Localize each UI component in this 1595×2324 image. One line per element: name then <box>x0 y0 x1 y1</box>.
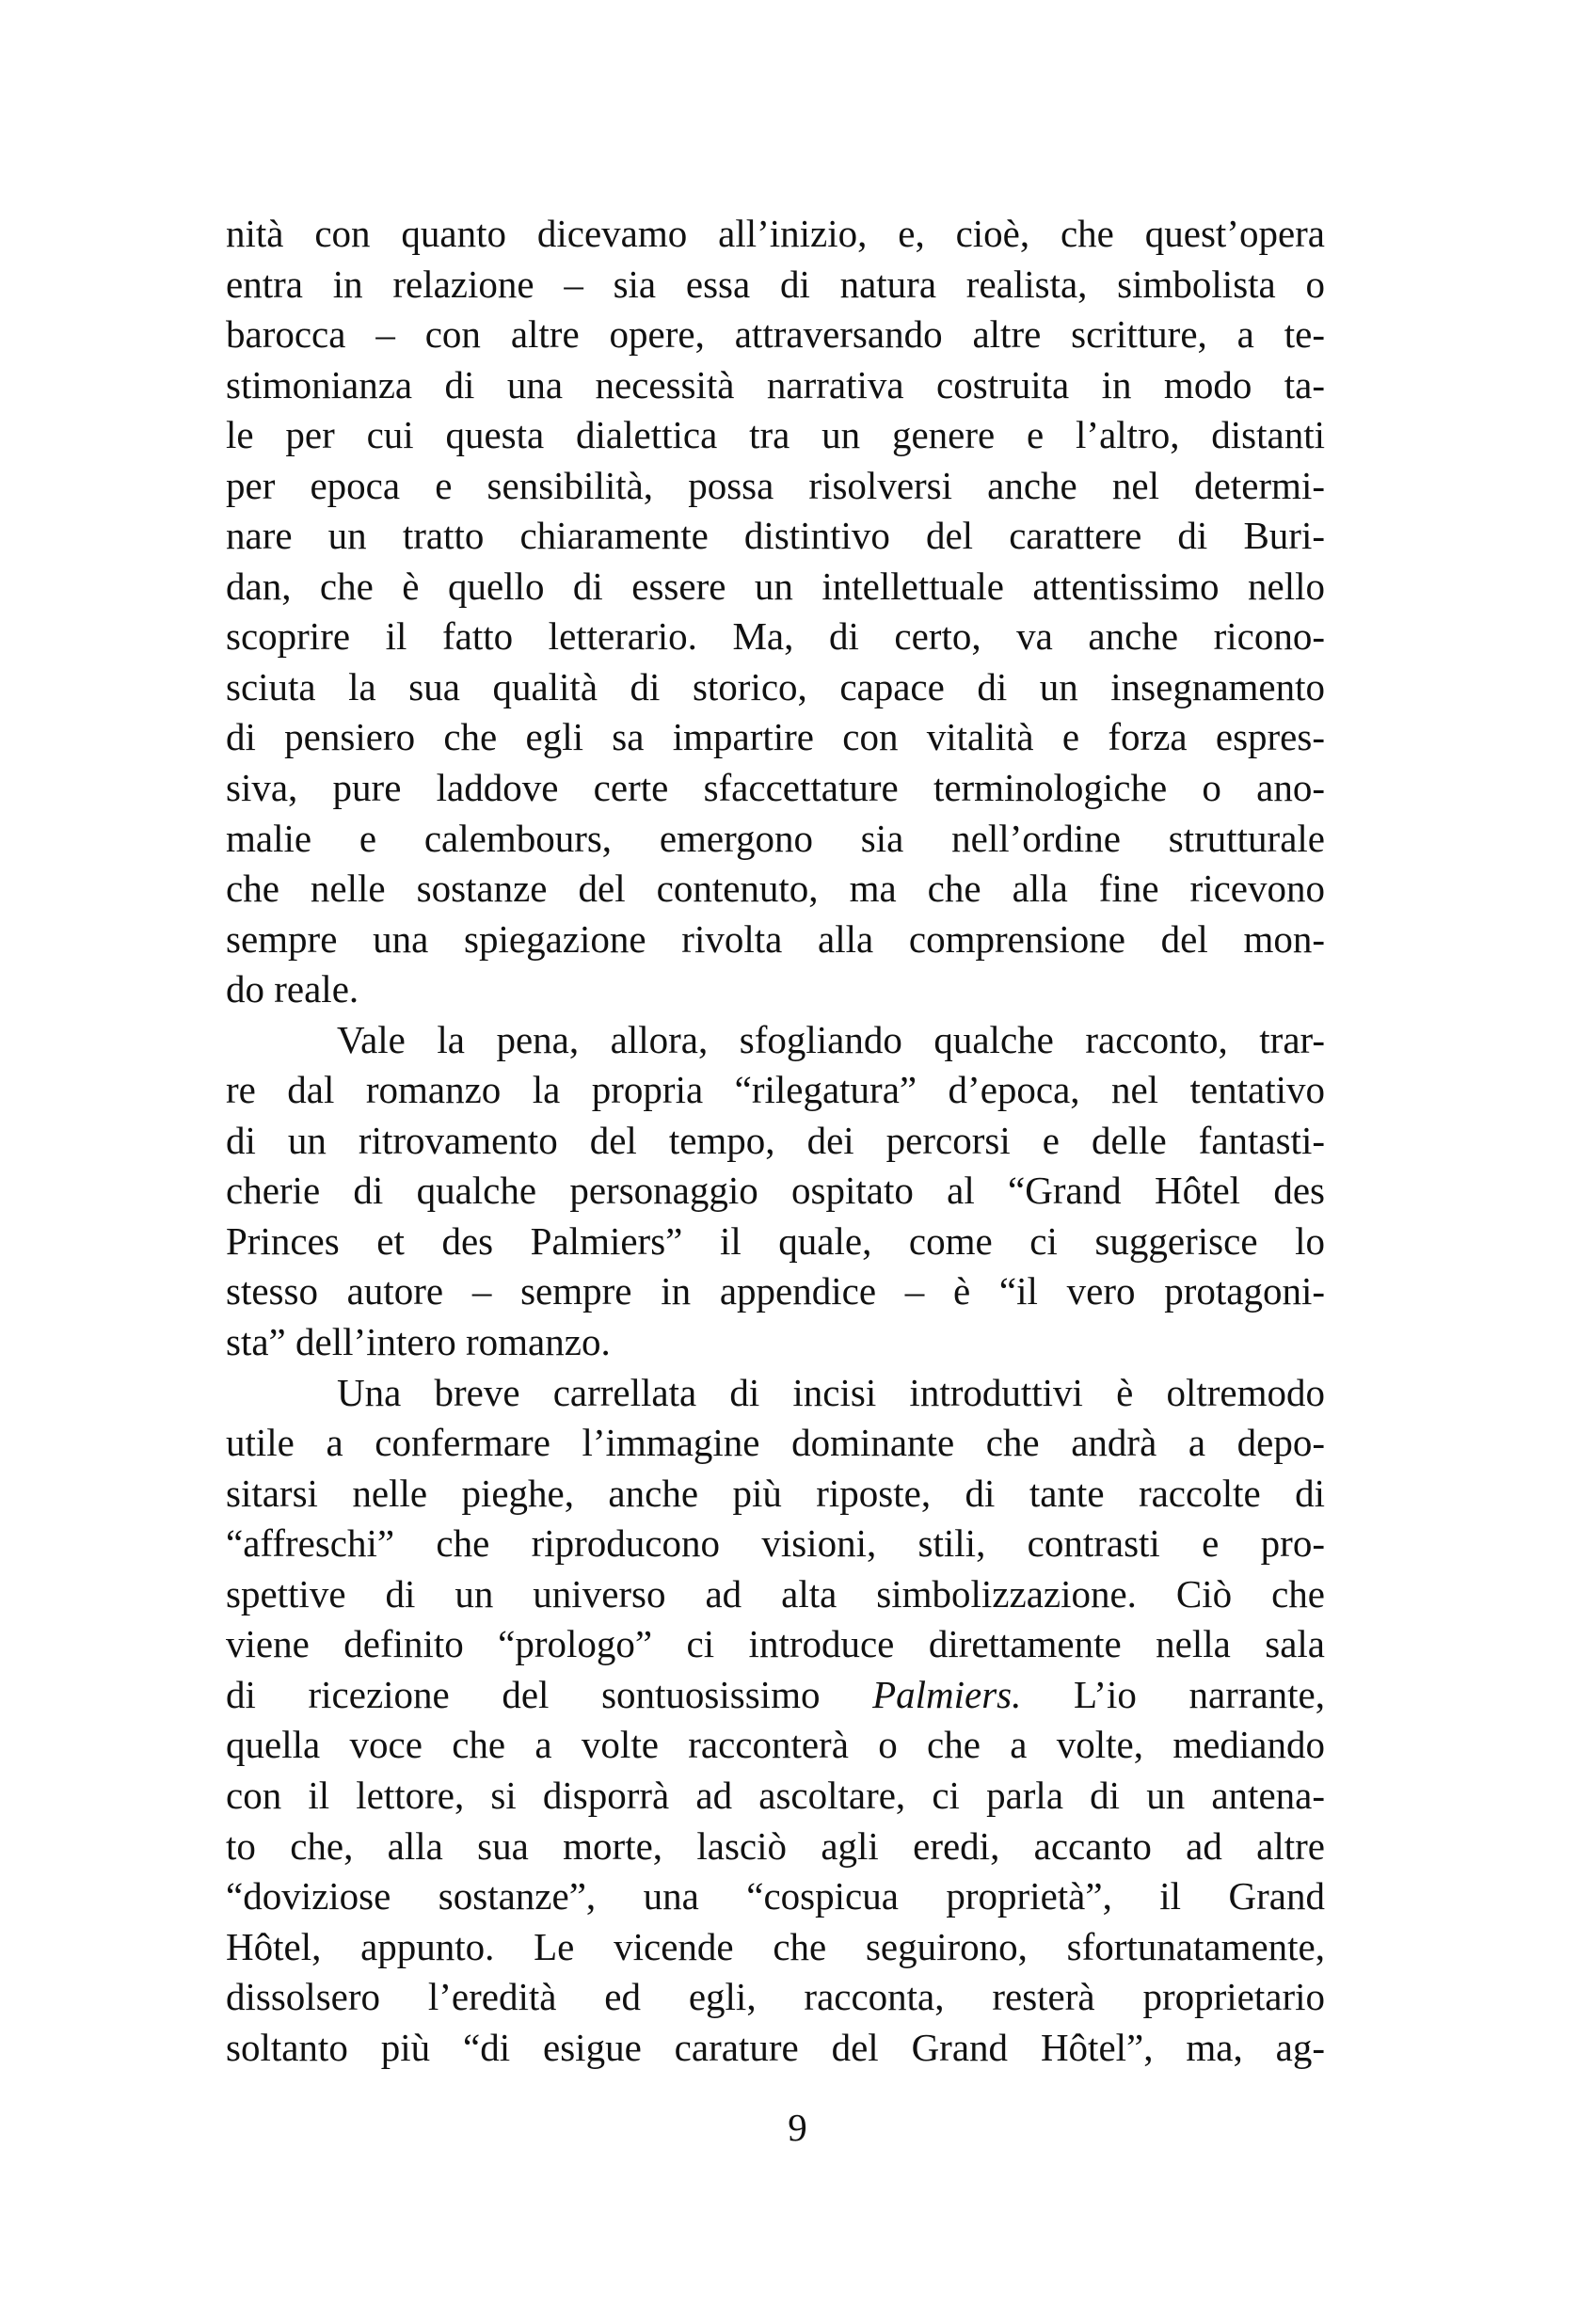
text-segment: “doviziose sostanze”, una “cospicua proprietà”, il Grand <box>226 1874 1325 1918</box>
text-line <box>226 1771 1325 1822</box>
text-line <box>226 864 1325 915</box>
text-line <box>226 461 1325 512</box>
text-line <box>226 562 1325 613</box>
text-line <box>226 1015 1325 1066</box>
text-line <box>226 1972 1325 2023</box>
text-segment: le per cui questa dialettica tra un genere e l’altro, distanti <box>226 413 1325 457</box>
text-segment: scoprire il fatto letterario. Ma, di certo, va anche ricono- <box>226 614 1325 659</box>
text-segment: spettive di un universo ad alta simbolizzazione. Ciò che <box>226 1571 1325 1616</box>
text-segment: L’io narrante, <box>1021 1672 1326 1716</box>
text-line <box>226 2023 1325 2074</box>
text-segment: do reale. <box>226 967 359 1011</box>
text-line <box>226 511 1325 562</box>
text-segment: sempre una spiegazione rivolta alla comprensione del mon- <box>226 916 1325 961</box>
text-line <box>226 1871 1325 1922</box>
text-line <box>226 1317 1325 1368</box>
text-segment: Vale la pena, allora, sfogliando qualche racconto, trar- <box>337 1017 1325 1061</box>
text-line <box>226 260 1325 310</box>
text-segment: dissolsero l’eredità ed egli, racconta, resterà proprietario <box>226 1975 1325 2019</box>
text-segment: sta” dell’intero romanzo. <box>226 1320 611 1364</box>
text-line <box>226 763 1325 814</box>
text-line <box>226 310 1325 360</box>
text-segment: quella voce che a volte racconterà o che a volte, mediando <box>226 1723 1325 1767</box>
text-line <box>226 1619 1325 1670</box>
text-line <box>226 1217 1325 1267</box>
text-segment: sitarsi nelle pieghe, anche più riposte, di tante raccolte di <box>226 1471 1325 1515</box>
text-line <box>226 915 1325 965</box>
text-line <box>226 1670 1325 1721</box>
text-line <box>226 1266 1325 1317</box>
text-line <box>226 1418 1325 1469</box>
text-segment: con il lettore, si disporrà ad ascoltare, ci parla di un antena- <box>226 1773 1325 1817</box>
text-segment: siva, pure laddove certe sfaccettature terminologiche o ano- <box>226 766 1325 810</box>
text-segment: viene definito “prologo” ci introduce direttamente nella sala <box>226 1622 1325 1666</box>
text-segment: stesso autore – sempre in appendice – è “il vero protagoni- <box>226 1269 1325 1313</box>
text-line <box>226 1116 1325 1167</box>
text-line <box>226 1822 1325 1872</box>
text-segment: stimonianza di una necessità narrativa costruita in modo ta- <box>226 362 1325 406</box>
text-line <box>226 1166 1325 1217</box>
text-segment: Una breve carrellata di incisi introduttivi è oltremodo <box>337 1370 1325 1414</box>
italic-title: Palmiers. <box>872 1672 1022 1716</box>
text-line <box>226 410 1325 461</box>
text-segment: di ricezione del sontuosissimo <box>226 1672 873 1716</box>
text-segment: “affreschi” che riproducono visioni, stili, contrasti e pro- <box>226 1521 1325 1566</box>
text-segment: barocca – con altre opere, attraversando altre scritture, a te- <box>226 312 1325 357</box>
text-line <box>226 1519 1325 1569</box>
text-segment: di un ritrovamento del tempo, dei percorsi e delle fantasti- <box>226 1118 1325 1162</box>
text-segment: di pensiero che egli sa impartire con vitalità e forza espres- <box>226 715 1325 759</box>
text-segment: nità con quanto dicevamo all’inizio, e, cioè, che quest’opera <box>226 212 1325 255</box>
text-segment: malie e calembours, emergono sia nell’ordine strutturale <box>226 816 1325 860</box>
text-line <box>226 1065 1325 1116</box>
text-line <box>226 209 1325 260</box>
text-segment: sciuta la sua qualità di storico, capace di un insegnamento <box>226 664 1325 708</box>
text-segment: soltanto più “di esigue carature del Grand Hôtel”, ma, ag- <box>226 2025 1325 2069</box>
text-line <box>226 1720 1325 1771</box>
text-line <box>226 1569 1325 1620</box>
text-segment: che nelle sostanze del contenuto, ma che alla fine ricevono <box>226 867 1325 911</box>
text-segment: dan, che è quello di essere un intellettuale attentissimo nello <box>226 564 1325 608</box>
text-line <box>226 1368 1325 1419</box>
text-segment: Hôtel, appunto. Le vicende che seguirono, sfortunatamente, <box>226 1924 1325 1968</box>
text-line <box>226 712 1325 763</box>
body-text <box>226 209 1325 2073</box>
text-line <box>226 360 1325 411</box>
page-number: 9 <box>788 2106 807 2149</box>
text-line <box>226 814 1325 865</box>
text-line <box>226 1469 1325 1520</box>
text-line <box>226 612 1325 662</box>
text-segment: utile a confermare l’immagine dominante che andrà a depo- <box>226 1421 1325 1465</box>
text-segment: nare un tratto chiaramente distintivo del carattere di Buri- <box>226 514 1325 558</box>
text-segment: cherie di qualche personaggio ospitato al “Grand Hôtel des <box>226 1169 1325 1213</box>
text-line <box>226 964 1325 1015</box>
text-segment: to che, alla sua morte, lasciò agli eredi, accanto ad altre <box>226 1823 1325 1868</box>
text-segment: per epoca e sensibilità, possa risolversi anche nel determi- <box>226 463 1325 507</box>
text-line <box>226 662 1325 713</box>
text-segment: entra in relazione – sia essa di natura realista, simbolista o <box>226 262 1325 306</box>
text-segment: Princes et des Palmiers” il quale, come ci suggerisce lo <box>226 1218 1325 1263</box>
text-segment: re dal romanzo la propria “rilegatura” d’epoca, nel tentativo <box>226 1068 1325 1112</box>
text-line <box>226 1922 1325 1973</box>
